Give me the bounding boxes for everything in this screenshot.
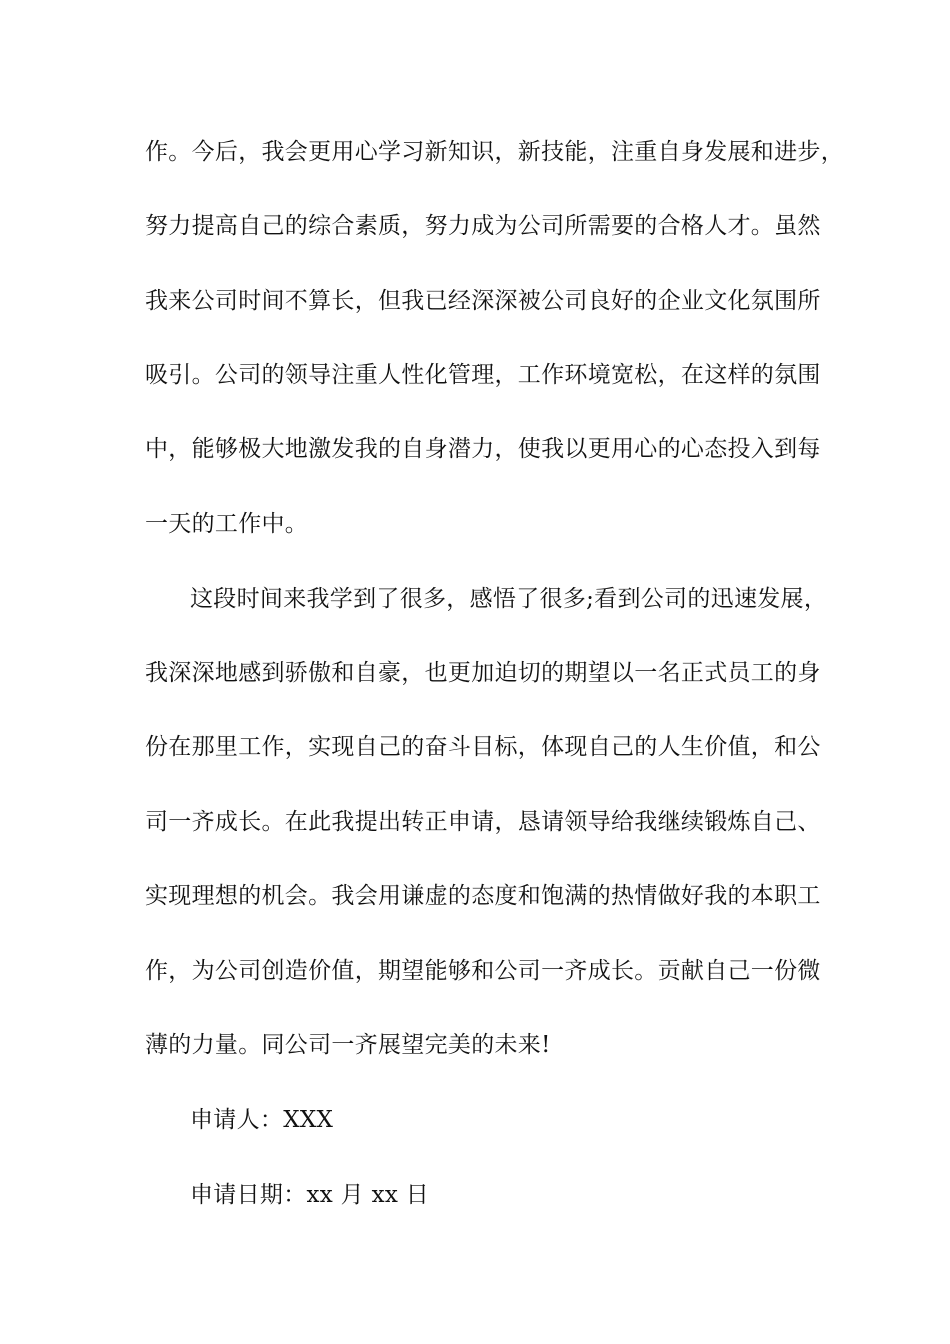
paragraph-line: 作。今后，我会更用心学习新知识，新技能，注重自身发展和进步， [145,139,844,165]
paragraph-line: 作，为公司创造价值，期望能够和公司一齐成长。贡献自己一份微 [145,958,821,984]
paragraph-line: 吸引。公司的领导注重人性化管理，工作环境宽松，在这样的氛围 [145,362,821,388]
paragraph-line: 份在那里工作，实现自己的奋斗目标，体现自己的人生价值，和公 [145,734,821,760]
date-line: 申请日期：xx 月 xx 日 [190,1182,430,1208]
paragraph-line: 司一齐成长。在此我提出转正申请，恳请领导给我继续锻炼自己、 [145,809,821,835]
paragraph-line: 实现理想的机会。我会用谦虚的态度和饱满的热情做好我的本职工 [145,883,821,909]
paragraph-line: 薄的力量。同公司一齐展望完美的未来! [145,1032,551,1058]
paragraph-line: 努力提高自己的综合素质，努力成为公司所需要的合格人才。虽然 [145,213,821,239]
paragraph-line: 我深深地感到骄傲和自豪，也更加迫切的期望以一名正式员工的身 [145,660,821,686]
applicant-line: 申请人：XXX [190,1107,334,1133]
paragraph-line: 中，能够极大地激发我的自身潜力，使我以更用心的心态投入到每 [145,436,821,462]
paragraph-line: 我来公司时间不算长，但我已经深深被公司良好的企业文化氛围所 [145,288,821,314]
paragraph-line: 一天的工作中。 [145,511,309,537]
paragraph-line: 这段时间来我学到了很多，感悟了很多;看到公司的迅速发展， [190,586,828,612]
